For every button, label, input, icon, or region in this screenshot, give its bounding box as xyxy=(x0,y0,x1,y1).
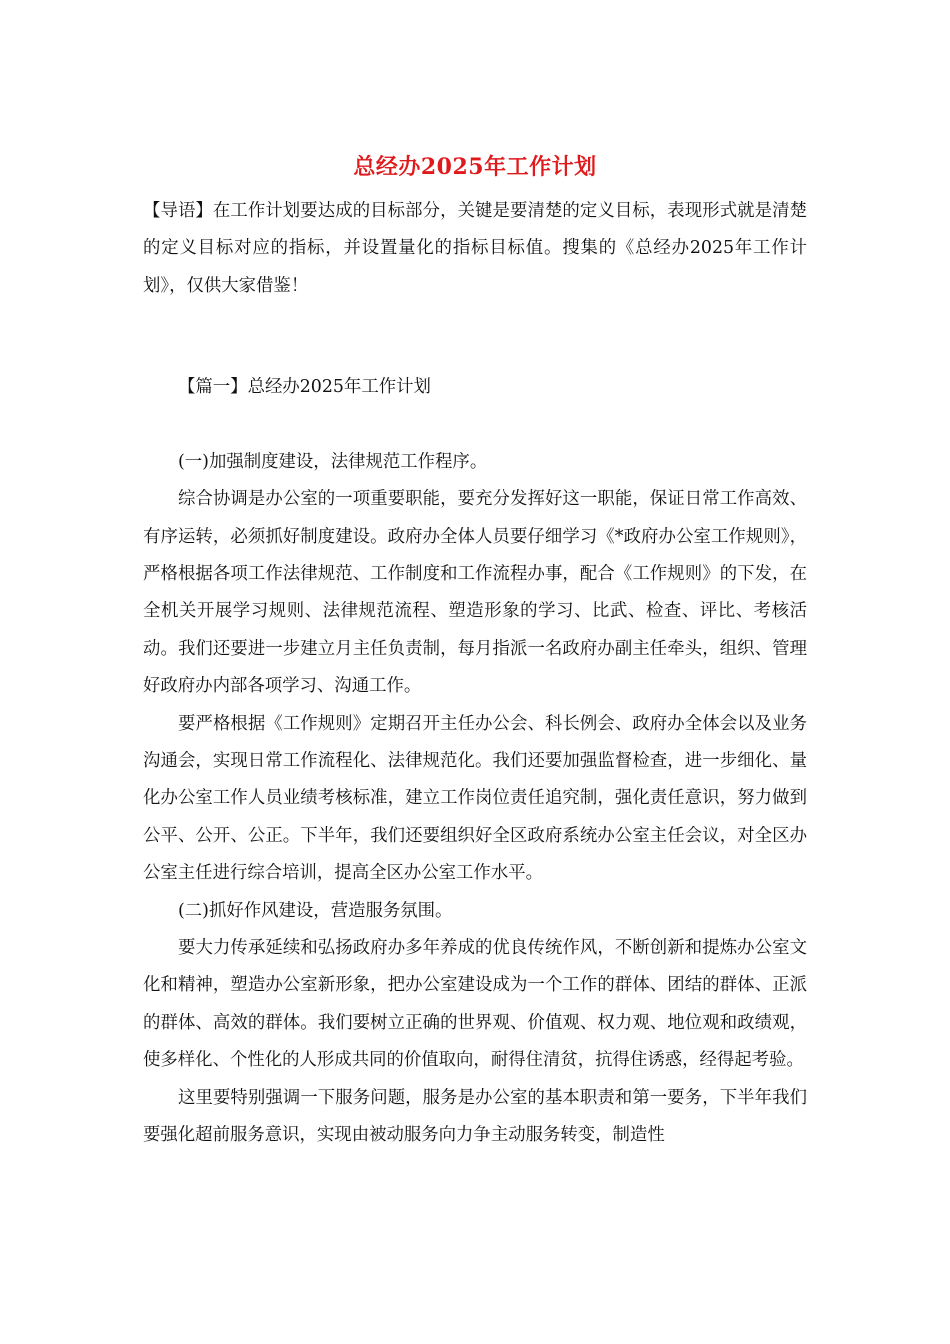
intro-paragraph: 【导语】在工作计划要达成的目标部分，关键是要清楚的定义目标，表现形式就是清楚的定义目标对应的指标，并设置量化的指标目标值。搜集的《总经办2025年工作计划》，仅供大家借鉴！ xyxy=(143,201,807,296)
paragraph-3: 要大力传承延续和弘扬政府办多年养成的优良传统作风，不断创新和提炼办公室文化和精神，塑造办公室新形象，把办公室建设成为一个工作的群体、团结的群体、正派的群体、高效的群体。我们要树立正确的世界观、价值观、权力观、地位观和政绩观，使多样化、个性化的人形成共同的价值取向，耐得住清贫，抗得住诱惑，经得起考验。 xyxy=(143,938,807,1071)
paragraph-4: 这里要特别强调一下服务问题，服务是办公室的基本职责和第一要务，下半年我们要强化超前服务意识，实现由被动服务向力争主动服务转变，制造性 xyxy=(143,1087,807,1146)
paragraph-1: 综合协调是办公室的一项重要职能，要充分发挥好这一职能，保证日常工作高效、有序运转，必须抓好制度建设。政府办全体人员要仔细学习《*政府办公室工作规则》，严格根据各项工作法律规范、工作制度和工作流程办事，配合《工作规则》的下发，在全机关开展学习规则、法律规范流程、塑造形象的学习、比武、检查、评比、考核活动。我们还要进一步建立月主任负责制，每月指派一名政府办副主任牵头，组织、管理好政府办内部各项学习、沟通工作。 xyxy=(143,489,807,697)
subheading-2: (二)抓好作风建设，营造服务氛围。 xyxy=(178,900,453,921)
subheading-1: (一)加强制度建设，法律规范工作程序。 xyxy=(178,451,488,472)
spacer xyxy=(143,406,807,443)
document-body xyxy=(143,369,807,1155)
paragraph-2: 要严格根据《工作规则》定期召开主任办公会、科长例会、政府办全体会以及业务沟通会，实现日常工作流程化、法律规范化。我们还要加强监督检查，进一步细化、量化办公室工作人员业绩考核标准，建立工作岗位责任追究制，强化责任意识，努力做到公平、公开、公正。下半年，我们还要组织好全区政府系统办公室主任会议，对全区办公室主任进行综合培训，提高全区办公室工作水平。 xyxy=(143,713,807,884)
document-title: 总经办2025年工作计划 xyxy=(353,154,597,180)
section-heading: 【篇一】总经办2025年工作计划 xyxy=(178,377,431,397)
